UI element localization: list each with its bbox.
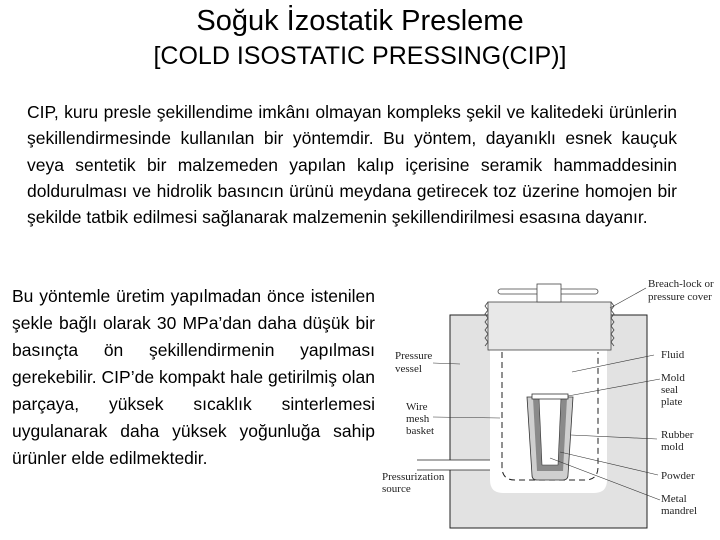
label-mold-seal: Mold <box>661 372 685 384</box>
cip-diagram <box>380 275 720 535</box>
process-paragraph: Bu yöntemle üretim yapılmadan önce istenilen şekle bağlı olarak 30 MPa’dan daha düşük bir basınçta ön şekillendirmenin yapılması gerekebilir. CIP’de kompakt hale getirilmiş olan parçaya, yüksek sıcaklık sinterlemesi uygulanarak daha yüksek yoğunluğa sahip ürünler elde edilmektedir. <box>12 286 375 468</box>
metal-mandrel <box>539 398 561 465</box>
intro-paragraph: CIP, kuru presle şekillendime imkânı olmayan kompleks şekil ve kalitedeki ürünlerin şekillendirmesinde kullanılan bir yöntemdir. Bu yöntem, dayanıklı esnek kauçuk veya sentetik bir malzemeden yapılan kalıp içerisine seramik hammaddesinin doldurulması ve hidrolik basıncın ürünü meydana getirecek toz üzerine homojen bir şekilde tatbik edilmesi sağlanarak malzemenin şekillendirilmesi esasına dayanır. <box>27 102 677 228</box>
label-fluid: Fluid <box>661 349 685 361</box>
label-mold-seal-3: plate <box>661 396 683 408</box>
label-wire-mesh-3: basket <box>406 425 435 437</box>
label-pressurization-source: Pressurization <box>382 471 445 483</box>
pressure-cover <box>488 302 611 350</box>
label-metal-mandrel-2: mandrel <box>661 505 698 517</box>
label-pressure-vessel: Pressure <box>395 350 433 362</box>
pressurization-pipe <box>417 460 492 470</box>
label-breach-lock: Breach-lock or <box>648 278 714 290</box>
label-pressure-vessel-2: vessel <box>395 363 422 375</box>
label-wire-mesh-2: mesh <box>406 413 430 425</box>
label-rubber-mold-2: mold <box>661 441 684 453</box>
slide-subtitle: [COLD ISOSTATIC PRESSING(CIP)] <box>153 42 567 70</box>
mold-seal-plate <box>532 394 568 399</box>
slide-title: Soğuk İzostatik Presleme <box>196 5 524 37</box>
label-rubber-mold: Rubber <box>661 429 694 441</box>
label-metal-mandrel: Metal <box>661 493 687 505</box>
label-powder: Powder <box>661 470 695 482</box>
label-pressure-cover: pressure cover <box>648 291 712 303</box>
label-pressurization-source-2: source <box>382 483 411 495</box>
label-mold-seal-2: seal <box>661 384 679 396</box>
label-wire-mesh: Wire <box>406 401 428 413</box>
